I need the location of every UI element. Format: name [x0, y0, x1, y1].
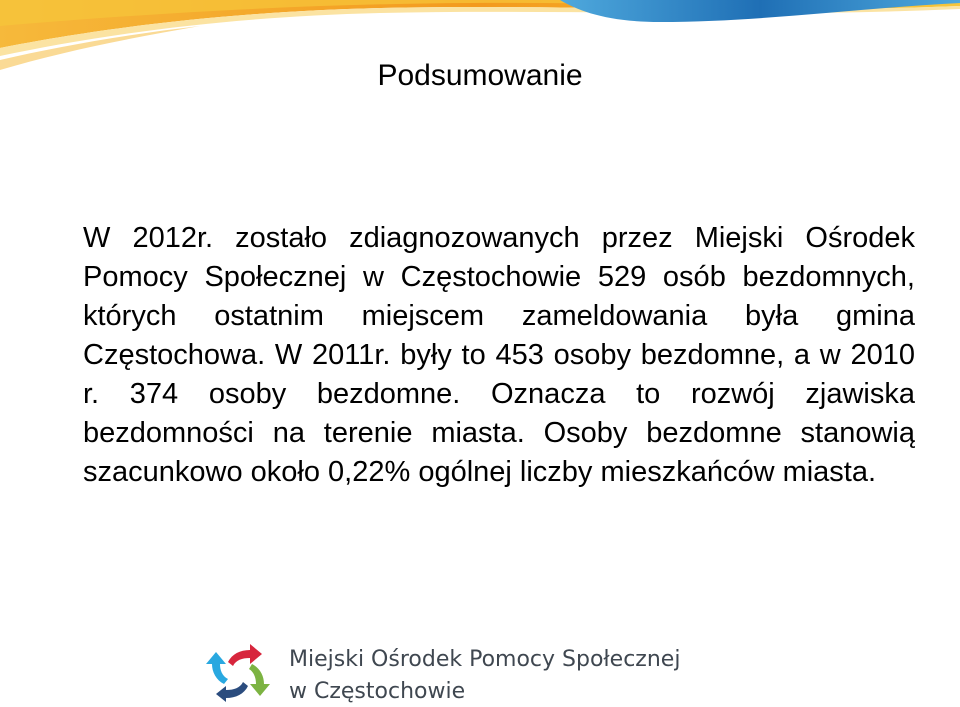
slide-title: Podsumowanie [377, 59, 583, 92]
summary-paragraph [83, 219, 915, 492]
summary-text: W 2012r. zostało zdiagnozowanych przez Miejski Ośrodek Pomocy Społecznej w Częstochowie 529 osób bezdomnych, których ostatnim miejscem zameldowania była gmina Częstochowa. W 2011r. były to 453 osoby bezdomne, a w 2010 r. 374 osoby bezdomne. Oznacza to rozwój zjawiska bezdomności na terenie miasta. Osoby bezdomne stanowią szacunkowo około 0,22% ogólnej liczby mieszkańców miasta. [83, 222, 915, 488]
four-arrows-logo-icon [206, 640, 272, 702]
organization-name-line1: Miejski Ośrodek Pomocy Społecznej [289, 647, 681, 672]
organization-name [289, 644, 849, 707]
organization-name-line2: w Częstochowie [289, 679, 466, 704]
